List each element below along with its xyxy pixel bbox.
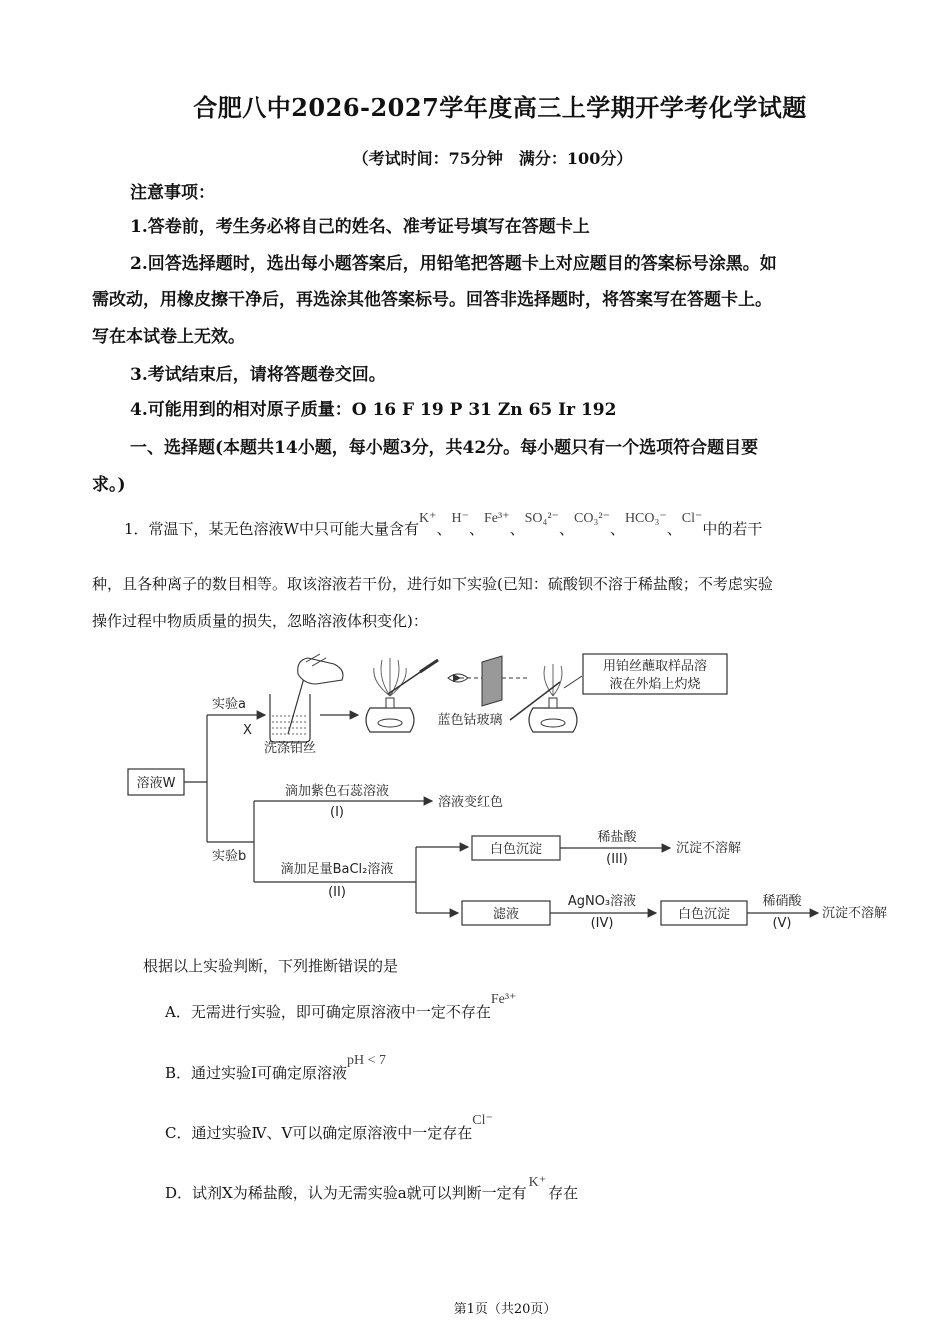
ion-so4: SO₄²⁻: [524, 511, 559, 526]
hcl-label: 稀盐酸: [597, 830, 637, 845]
hno3-label: 稀硝酸: [762, 894, 802, 909]
section-heading-line-1: 一、选择题(本题共14小题，每小题3分，共42分。每小题只有一个选项符合题目要: [130, 438, 759, 458]
page-footer: 第1页（共20页）: [453, 1302, 557, 1317]
separator: 、: [509, 520, 525, 538]
ion-co3: CO₃²⁻: [574, 511, 610, 526]
section-heading-line-2: 求。): [92, 475, 126, 495]
notice-heading: 注意事项：: [130, 183, 215, 203]
ion-hco3: HCO₃⁻: [624, 511, 667, 526]
alcohol-lamp-icon-2: [529, 664, 577, 732]
precipitate-1-label: 白色沉淀: [489, 842, 543, 857]
cobalt-glass-label: 蓝色钴玻璃: [437, 713, 503, 728]
step-2-number: (II): [328, 885, 346, 900]
q1-stem-line-1: [124, 511, 763, 541]
ion-k: K⁺: [418, 511, 437, 526]
step-1-label: 滴加紫色石蕊溶液: [284, 784, 390, 799]
separator: 、: [468, 520, 484, 538]
ion-h: H⁻: [451, 511, 469, 526]
filtrate-label: 滤液: [492, 907, 520, 922]
step-3-number: (III): [606, 852, 628, 867]
separator: 、: [609, 520, 625, 538]
result-no-dissolve-2: 沉淀不溶解: [822, 906, 888, 921]
x-label: X: [243, 723, 252, 738]
exam-info: （考试时间：75分钟 满分：100分）: [352, 149, 633, 168]
notice-item-2-line-1: 2.回答选择题时，选出每小题答案后，用铅笔把答题卡上对应题目的答案标号涂黑。如: [130, 254, 777, 274]
exp-b-label: 实验b: [212, 849, 247, 864]
separator: 、: [436, 520, 452, 538]
separator: 、: [666, 520, 682, 538]
notice-item-2-line-3: 写在本试卷上无效。: [92, 327, 245, 347]
step-2-label: 滴加足量BaCl₂溶液: [280, 862, 394, 877]
agno3-label: AgNO₃溶液: [567, 894, 637, 909]
option-c-text: C．通过实验Ⅳ、Ⅴ可以确定原溶液中一定存在: [165, 1124, 473, 1142]
option-b-expr: pH < 7: [346, 1053, 386, 1068]
option-d-ion: K⁺: [528, 1175, 547, 1190]
notice-item-2-line-2: 需改动，用橡皮擦干净后，再选涂其他答案标号。回答非选择题时，将答案写在答题卡上。: [92, 290, 772, 310]
option-d-end: 存在: [548, 1184, 579, 1202]
ion-fe: Fe³⁺: [484, 511, 510, 526]
step-4-number: (IV): [590, 916, 614, 931]
option-d[interactable]: [165, 1175, 579, 1203]
separator: 、: [558, 520, 574, 538]
notice-item-3: 3.考试结束后，请将答题卷交回。: [130, 365, 386, 385]
q1-stem-line-3: 操作过程中物质质量的损失，忽略溶液体积变化)：: [92, 612, 428, 630]
result-no-dissolve-1: 沉淀不溶解: [676, 841, 742, 856]
notice-item-4: 4.可能用到的相对原子质量：O 16 F 19 P 31 Zn 65 Ir 192: [130, 400, 617, 420]
experiment-flow-diagram: [120, 648, 910, 938]
solution-w-label: 溶液W: [136, 776, 176, 791]
option-a[interactable]: [165, 992, 517, 1022]
step-5-number: (V): [772, 916, 792, 931]
option-d-text: D．试剂X为稀盐酸，认为无需实验a就可以判断一定有: [165, 1184, 527, 1202]
ion-cl: Cl⁻: [681, 511, 703, 526]
option-c[interactable]: [165, 1113, 493, 1143]
option-b[interactable]: [165, 1053, 386, 1083]
hand-icon: [298, 654, 343, 684]
alcohol-lamp-icon: [366, 658, 414, 732]
wash-label: 洗涤铂丝: [263, 741, 317, 756]
step-1-number: (I): [330, 805, 344, 820]
note-line-1: 用铂丝蘸取样品溶: [602, 659, 708, 674]
precipitate-2-label: 白色沉淀: [677, 907, 731, 922]
q1-question: 根据以上实验判断，下列推断错误的是: [143, 957, 399, 975]
note-line-2: 液在外焰上灼烧: [609, 677, 701, 692]
eye-icon: [448, 674, 468, 682]
notice-item-1: 1.答卷前，考生务必将自己的姓名、准考证号填写在答题卡上: [130, 217, 590, 237]
option-c-ion: Cl⁻: [472, 1113, 493, 1128]
page-title: 合肥八中2026-2027学年度高三上学期开学考化学试题: [193, 93, 807, 122]
q1-stem-start: 1．常温下，某无色溶液W中只可能大量含有: [124, 520, 419, 538]
result-red: 溶液变红色: [438, 795, 504, 810]
exp-a-label: 实验a: [212, 697, 246, 712]
q1-stem-end: 中的若干: [702, 520, 763, 538]
beaker-icon: [270, 678, 310, 742]
option-a-text: A．无需进行实验，即可确定原溶液中一定不存在: [165, 1003, 491, 1021]
cobalt-glass-icon: [482, 656, 502, 706]
q1-stem-line-2: 种，且各种离子的数目相等。取该溶液若干份，进行如下实验(已知：硫酸钡不溶于稀盐酸；不考虑实验: [92, 575, 773, 593]
option-b-text: B．通过实验Ⅰ可确定原溶液: [165, 1064, 347, 1082]
option-a-ion: Fe³⁺: [490, 992, 517, 1007]
